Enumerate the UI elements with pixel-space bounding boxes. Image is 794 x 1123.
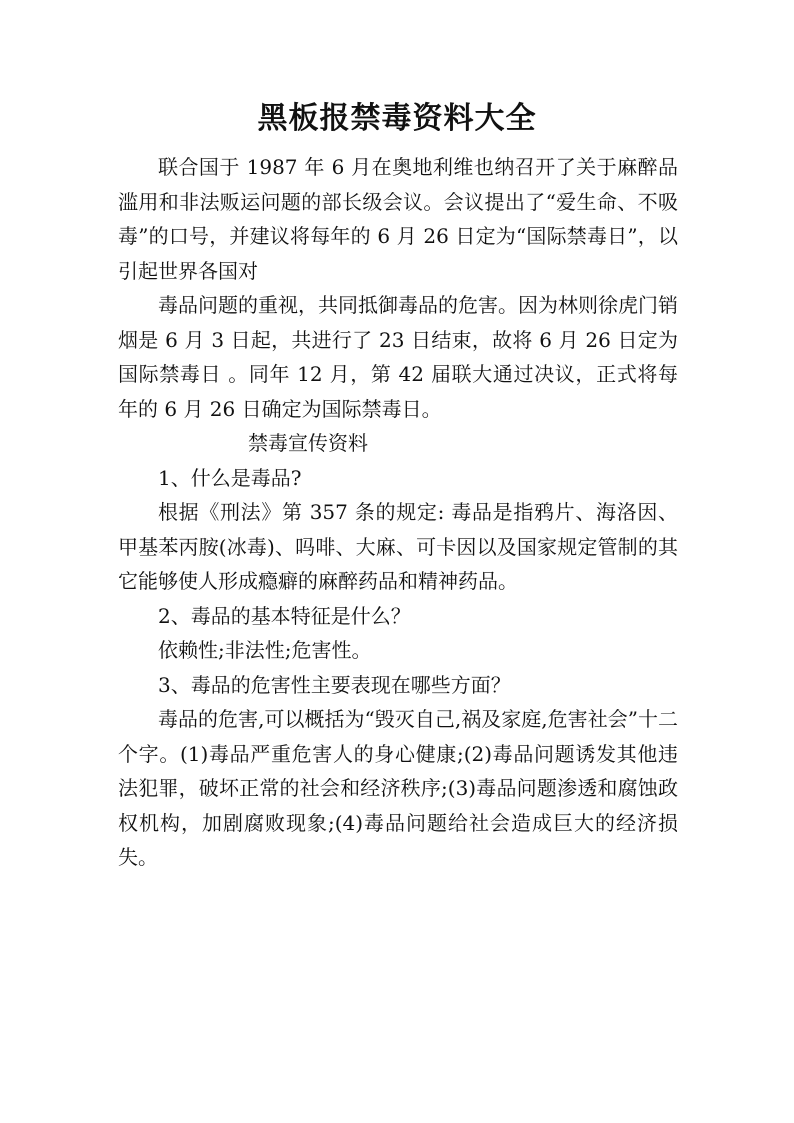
answer-3: 毒品的危害,可以概括为“毁灭自己,祸及家庭,危害社会”十二个字。(1)毒品严重危害人的身心健康;(2)毒品问题诱发其他违法犯罪，破坏正常的社会和经济秩序;(3)毒品问题渗透和腐蚀政权机构，加剧腐败现象;(4)毒品问题给社会造成巨大的经济损失。 <box>118 707 678 869</box>
document-title: 黑板报禁毒资料大全 <box>257 101 537 136</box>
paragraph-history: 毒品问题的重视，共同抵御毒品的危害。因为林则徐虎门销烟是 6 月 3 日起，共进行了 23 日结束，故将 6 月 26 日定为 国际禁毒日 。同年 12 月，第 42 届联大通过决议，正式将每年的 6 月 26 日确定为国际禁毒日。 <box>118 293 678 421</box>
question-2: 2、毒品的基本特征是什么？ <box>158 603 411 628</box>
question-1: 1、什么是毒品? <box>158 465 302 490</box>
document-body <box>118 150 678 875</box>
answer-2: 依赖性;非法性;危害性。 <box>158 638 372 662</box>
paragraph-intro: 联合国于 1987 年 6 月在奥地利维也纳召开了关于麻醉品滥用和非法贩运问题的部长级会议。会议提出了“爱生命、不吸毒”的口号，并建议将每年的 6 月 26 日定为“国际禁毒日”，以引起世界各国对 <box>118 155 678 283</box>
answer-1: 根据《刑法》第 357 条的规定: 毒品是指鸦片、海洛因、甲基苯丙胺(冰毒)、吗啡、大麻、可卡因以及国家规定管制的其它能够使人形成瘾癖的麻醉药品和精神药品。 <box>118 500 678 593</box>
section-heading: 禁毒宣传资料 <box>248 431 368 455</box>
question-3: 3、毒品的危害性主要表现在哪些方面？ <box>158 672 511 697</box>
